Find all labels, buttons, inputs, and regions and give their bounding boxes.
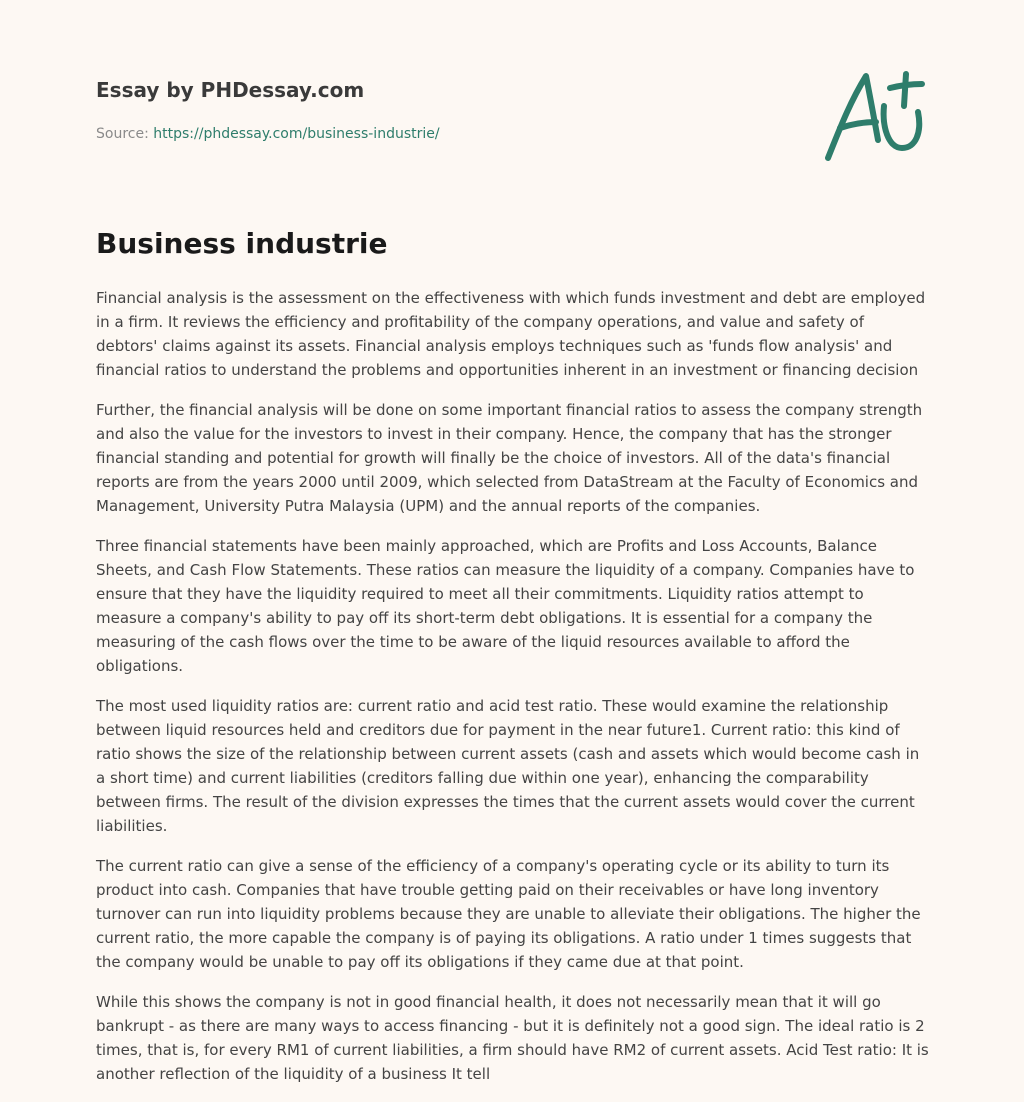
essay-paragraph: The most used liquidity ratios are: current ratio and acid test ratio. These would examine the relationship between liquid resources held and creditors due for payment in the near future1. Current ratio: this kind of ratio shows the size of the relationship between current assets (cash and assets which would become cash in a short time) and current liabilities (creditors falling due within one year), enhancing the comparability between firms. The result of the division expresses the times that the current assets would cover the current liabilities.	[96, 697, 920, 835]
source-line	[96, 124, 796, 144]
essay-paragraph: The current ratio can give a sense of the efficiency of a company's operating cycle or its ability to turn its product into cash. Companies that have trouble getting paid on their receivables or have long inventory turnover can run into liquidity problems because they are unable to alleviate their obligations. The higher the current ratio, the more capable the company is of paying its obligations. A ratio under 1 times suggests that the company would be unable to pay off its obligations if they came due at that point.	[96, 857, 921, 971]
site-brand: Essay by PHDessay.com	[96, 78, 365, 102]
essay-paragraph: While this shows the company is not in good financial health, it does not necessarily mean that it will go bankrupt - as there are many ways to access financing - but it is definitely not a good sign. The ideal ratio is 2 times, that is, for every RM1 of current liabilities, a firm should have RM2 of current assets. Acid Test ratio: It is another reflection of the liquidity of a business It tell	[96, 993, 929, 1083]
essay-paragraph: Further, the financial analysis will be done on some important financial ratios to assess the company strength and also the value for the investors to invest in their company. Hence, the company that has the stronger financial standing and potential for growth will finally be the choice of investors. All of the data's financial reports are from the years 2000 until 2009, which selected from DataStream at the Faculty of Economics and Management, University Putra Malaysia (UPM) and the annual reports of the companies.	[96, 401, 923, 515]
essay-header	[96, 76, 796, 144]
essay-paragraph: Financial analysis is the assessment on the effectiveness with which funds investment and debt are employed in a firm. It reviews the efficiency and profitability of the company operations, and value and safety of debtors' claims against its assets. Financial analysis employs techniques such as 'funds flow analysis' and financial ratios to understand the problems and opportunities inherent in an investment or financing decision	[96, 289, 926, 379]
essay-paragraph: Three financial statements have been mainly approached, which are Profits and Loss Accounts, Balance Sheets, and Cash Flow Statements. These ratios can measure the liquidity of a company. Companies have to ensure that they have the liquidity required to meet all their commitments. Liquidity ratios attempt to measure a company's ability to pay off its short-term debt obligations. It is essential for a company the measuring of the cash flows over the time to be aware of the liquid resources available to afford the obligations.	[96, 537, 915, 675]
source-link[interactable]: https://phdessay.com/business-industrie/	[153, 126, 440, 142]
a-plus-logo-icon	[818, 66, 930, 166]
essay-title: Business industrie	[96, 227, 388, 260]
essay-body	[96, 286, 930, 1102]
source-label: Source:	[96, 126, 154, 142]
